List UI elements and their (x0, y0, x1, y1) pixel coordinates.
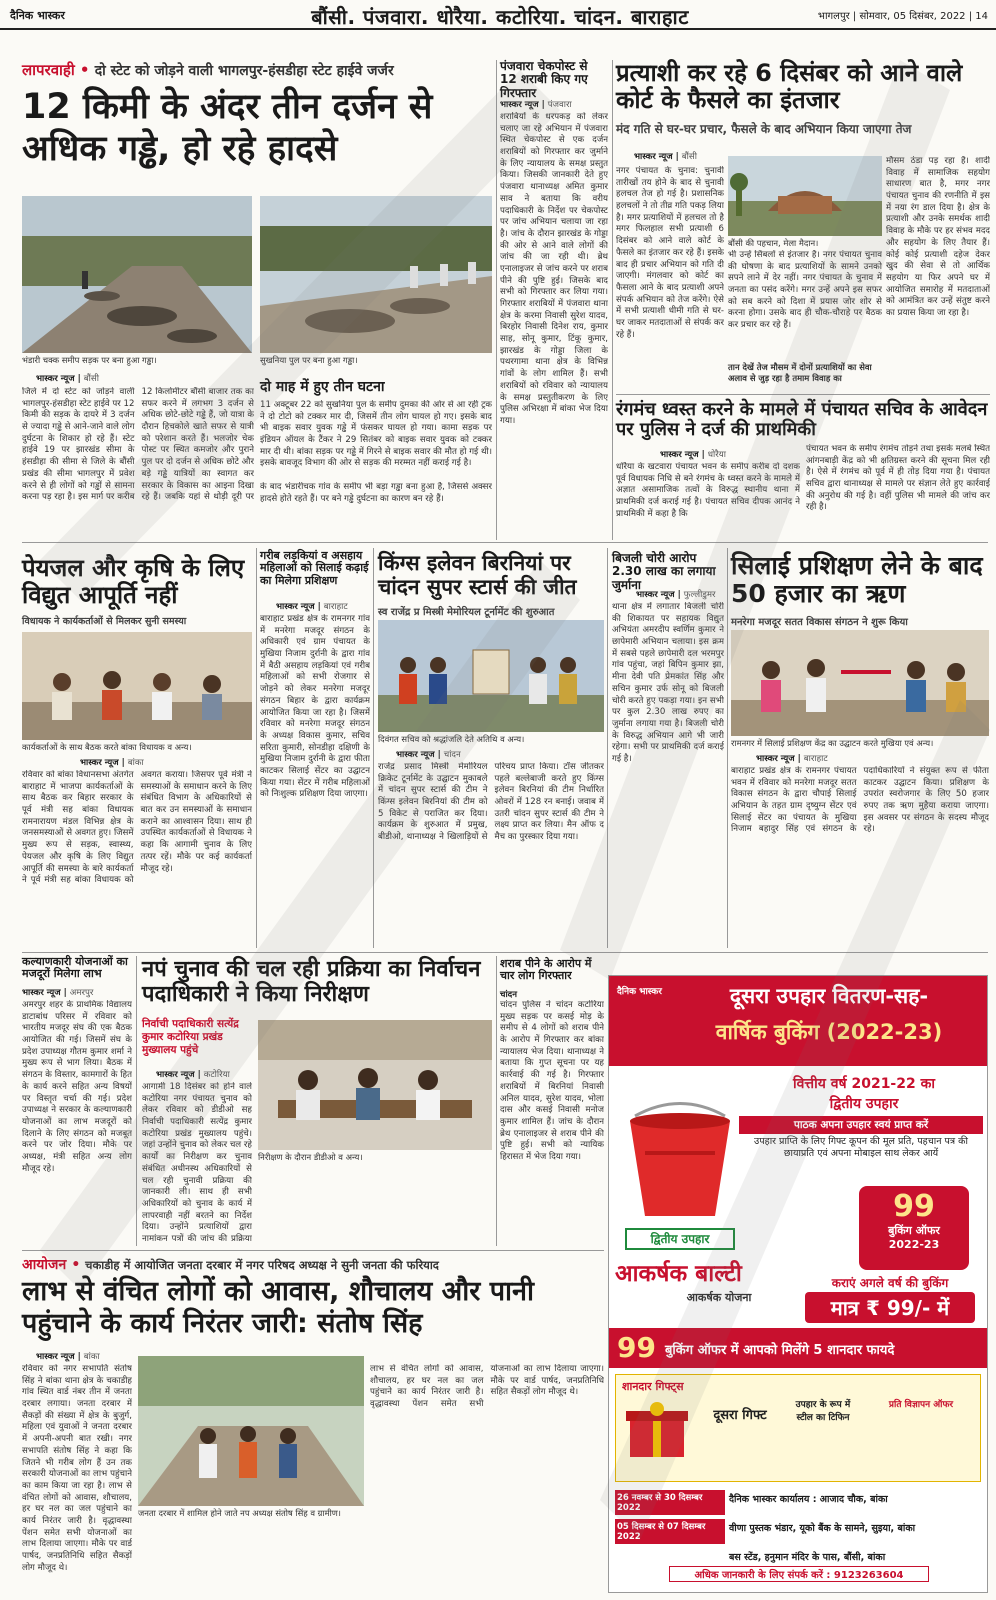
story5-body: रविवार को बांका विधानसभा अंतर्गत बाराहाट में भाजपा कार्यकर्ताओं के साथ बैठक कर बिहार सरकार के पूर्व मंत्री सह बांका विधायक रामनारायण मंडल विभिन्न क्षेत्र के जनसमस्याओं से अवगत हुए। जिसमें मुख्य रूप से सड़क, स्वास्थ्य, पेयजल और कृषि के लिए विद्युत आपूर्ति की समस्या के बारे कार्यकर्ता ने पूर्व मंत्री सह बांका विधायक को अवगत कराया। जिसपर पूर्व मंत्री ने समस्याओं के समाधान करने के लिए संबंधित विभाग के अधिकारियों से बात कर उन समस्याओं के समाधान कराने का आश्वासन दिया। साथ ही उपस्थित कार्यकर्ताओं से विधायक ने कहा कि आगामी चुनाव के लिए तत्पर रहें। मौके पर कई कार्यकर्ता मौजूद रहे। (22, 770, 252, 886)
story11-caption: निरीक्षण के दौरान डीडीओ व अन्य। (258, 1152, 363, 1162)
story8-headline: बिजली चोरी आरोप 2.30 लाख का लगाया जुर्माना (612, 551, 716, 592)
story11-subheadline: निर्वाची पदाधिकारी सत्येंद्र कुमार कटोरिया प्रखंड मुख्यालय पहुंचे (142, 1018, 239, 1057)
story10-body: अमरपुर शहर के प्राथमिक विद्यालय डाटाबांध परिसर में रविवार को भारतीय मजदूर संघ की एक बैठक आयोजित की गई। जिसमें संघ के प्रदेश उपाध्यक्ष गौतम कुमार शर्मा ने मुख्य रूप से भाग लिया। बैठक में संगठन के विस्तार, कामगारों के हित के कार्य करने सहित अन्य विषयों पर विस्तृत चर्चा की गई। प्रदेश उपाध्यक्ष ने सरकार के कल्याणकारी योजनाओं का लाभ मजदूरों को दिलाने के लिए संगठन को मजबूत करने पर जोर दिया। मौके पर अध्यक्ष, मंत्री सहित अन्य लोग मौजूद रहे। (22, 1000, 132, 1174)
ad-place-3: बस स्टेंड, हनुमान मंदिर के पास, बौंसी, बांका (729, 1552, 886, 1563)
story13-headline: लाभ से वंचित लोगों को आवास, शौचालय और पानी पहुंचाने के कार्य निरंतर जारी: संतोष सिंह (22, 1276, 535, 1339)
story13-byline: भास्कर न्यूज | बांका (36, 1352, 100, 1362)
story11-body: आगामी 18 दिसंबर को होने वाले कटोरिया नगर पंचायत चुनाव को लेकर रविवार को डीडीओ सह निर्वाची पदाधिकारी सत्येंद्र कुमार कटोरिया प्रखंड मुख्यालय पहुंचे। जहां उन्होंने चुनाव को लेकर चल रहे कार्यों का निरीक्षण कर चुनाव संबंधित अधीनस्थ अधिकारियों से चल रही चुनावी प्रक्रिया की जानकारी ली। साथ ही सभी अधिकारियों को चुनाव के कार्य में लापरवाही नहीं बरतने का निर्देश दिया। उन्होंने प्रत्याशियों द्वारा नामांकन पत्रों की जांच की प्रक्रिया (142, 1082, 252, 1244)
story1-caption-2: सुखनिया पुल पर बना हुआ गड्ढा। (260, 355, 358, 365)
story12-headline: शराब पीने के आरोप में चार लोग गिरफ्तार (500, 957, 592, 983)
story3-caption-2: तान देखें तेज मौसम में दोनों प्रत्याशियों का सेवा अलाव से जुड़ रहा है तमाम विवाह का (728, 362, 872, 383)
story9-body: बाराहाट प्रखंड क्षेत्र के रामनगर पंचायत भवन में रविवार को मनरेगा मजदूर सतत विकास संगठन के द्वारा चौपाई सिलाई अभियान के तहत ग्राम दृष्युग्न सेंटर एवं सिलाई सेंटर का पंचायत के मुखिया निजाम बहादुर सिंह एवं संगठन के पदाधिकारियों ने संयुक्त रूप से फीता काटकर उद्घाटन किया। प्रशिक्षण के उपरांत स्वरोजगार के लिए 50 हजार रुपए तक ऋण मुहैया कराया जाएगा। इस अवसर पर संगठन के सदस्य मौजूद रहे। (731, 766, 989, 835)
story6-headline: गरीब लड़कियां व असहाय महिलाओं को सिलाई कढ़ाई का मिलेगा प्रशिक्षण (260, 549, 369, 587)
story5-caption: कार्यकर्ताओं के साथ बैठक करते बांका विधायक व अन्य। (22, 742, 192, 752)
story13-body-1: रविवार को नगर सभापति संतोष सिंह ने बांका थाना क्षेत्र के चकाडीह गांव स्थित वार्ड नंबर तीन में जनता दरबार लगाया। जनता दरबार में सैकड़ों की संख्या में क्षेत्र के बुजुर्ग, महिला एवं युवाओं ने जनता दरबार में अपनी-अपनी बात रखी। नगर सभापति संतोष सिंह ने कहा कि जितने भी गरीब लोग हैं उन तक सरकारी योजनाओं का लाभ पहुंचाने का काम किया जा रहा है। लाभ से वंचित लोगों को आवास, शौचालय, हर घर नल का जल पहुंचाने का कार्य निरंतर जारी है। वृद्धावस्था पेंशन समेत सभी योजनाओं का लाभ दिलाया जाएगा। मौके पर वार्ड पार्षद, जनप्रतिनिधि सहित सैकड़ों लोग मौजूद थे। (22, 1364, 132, 1573)
badge-number: 99 (893, 1189, 935, 1224)
story7-body: राजेंद्र प्रसाद मिस्त्री मेमोरियल क्रिकेट टूर्नामेंट के उद्घाटन मुकाबले में चांदन सुपर स्टार्स की टीम ने किंग्स इलेवन बिरनियां की टीम को 5 विकेट से पराजित कर दिया। कार्यक्रम के शुरुआत में प्रमुख, बीडीओ, थानाध्यक्ष ने खिलाड़ियों से परिचय प्राप्त किया। टॉस जीतकर पहले बल्लेबाजी करते हुए किंग्स इलेवन बिरनियां की टीम निर्धारित ओवरों में 128 रन बनाई। जवाब में उतरी चांदन सुपर स्टार्स की टीम ने लक्ष्य प्राप्त कर लिया। मैन ऑफ द मैच का पुरस्कार दिया गया। (378, 762, 604, 843)
ad-price: मात्र ₹ 99/- में (805, 1292, 975, 1323)
story8-body: थाना क्षेत्र में लगातार बिजली चोरी की शिकायत पर सहायक विद्युत अभियंता अमरदीप स्वर्णिम कुमार ने छापेमारी अभियान चलाया। इस क्रम में सबसे पहले छापेमारी दल भरमपुर गांव पहुंचा, जहां बिपिन कुमार झा, मीना देवी पति प्रेमकांत सिंह और सचिन कुमार उर्फ सोनू को बिजली चोरी करते हुए पकड़ा गया। इन सभी पर कुल 2.30 लाख रुपए का जुर्माना लगाया गया है। बिजली चोरी के विरुद्ध अभियान आगे भी जारी रहेगा। सभी पर प्राथमिकी दर्ज कराई गई है। (612, 602, 724, 764)
ad-year-line: वित्तीय वर्ष 2021-22 का (793, 1076, 935, 1092)
story12-byline: चांदन (500, 990, 518, 1000)
story1-photo-1 (22, 196, 252, 353)
story1-sub-body: 11 अक्टूबर 22 को सुखनिया पुल के समीप दुमका की ओर से आ रही ट्रक ने दो टोटो को टक्कर मार दी, जिसमें तीन लोग घायल हो गए। इसके बाद भी बाइक सवार युवक गड्ढे में फंसकर घायल हो गया। कामा सड़क पर इंडियन ऑयल के टैंकर ने 29 सितंबर को बाइक सवार युवक को टक्कर मार दी थी। बांका सड़क पर गड्ढे में गिरने से बाइक सवार की मौत हो गई थी। इसके बावजूद विभाग की ओर से सड़क की मरम्मत नहीं कराई गई है। (260, 400, 492, 469)
gift-3: उपहार के रूप में स्टील का टिफिन (795, 1400, 851, 1423)
story1-subheadline: दो माह में हुए तीन घटना (260, 379, 385, 395)
gift-2: दूसरा गिफ्ट (713, 1408, 767, 1423)
story1-kicker: लापरवाही (22, 61, 75, 79)
story1-strapline: दो स्टेट को जोड़ने वाली भागलपुर-हंसडीहा स्टेट हाईवे जर्जर (94, 63, 394, 79)
story3-subheadline: मंद गति से घर-घर प्रचार, फैसले के बाद अभियान किया जाएगा तेज (616, 122, 912, 136)
offer-number: 99 (617, 1331, 656, 1364)
bucket-icon (615, 1096, 745, 1226)
story1-headline: 12 किमी के अंदर तीन दर्जन से अधिक गड्ढे, हो रहे हादसे (22, 87, 433, 169)
edition-places: बौंसी. पंजवारा. धोरैया. कटोरिया. चांदन. बाराहाट (311, 5, 689, 29)
ad-collect: पाठक अपना उपहार स्वयं प्राप्त करें (739, 1116, 983, 1134)
gifts-title: शानदार गिफ्ट्स (622, 1380, 684, 1393)
story13-strapline: चकाडीह में आयोजित जनता दरबार में नगर परिषद अध्यक्ष ने सुनी जनता की फरियाद (85, 1258, 439, 1272)
story9-headline: सिलाई प्रशिक्षण लेने के बाद 50 हजार का ऋण (731, 551, 983, 608)
ad-date-1: 26 नवम्बर से 30 दिसम्बर 2022 (615, 1490, 725, 1515)
ad-title-2: वार्षिक बुकिंग (2022-23) (715, 1020, 943, 1044)
story5-byline: भास्कर न्यूज | बांका (80, 758, 144, 768)
ad-place-1: दैनिक भास्कर कार्यालय : आजाद चौक, बांका (729, 1494, 888, 1505)
story4-headline: रंगमंच ध्वस्त करने के मामले में पंचायत सचिव के आवेदन पर पुलिस ने दर्ज की प्राथमिकी (616, 399, 988, 441)
story12-body: चांदन पुलिस ने चांदन कटोरिया मुख्य सड़क पर कसई मोड़ के समीप से 4 लोगों को शराब पीने के आरोप में गिरफ्तार कर बांका न्यायालय भेज दिया। थानाध्यक्ष ने बताया कि गुप्त सूचना पर यह कार्रवाई की गई है। गिरफ्तार शराबियों में बिरनियां निवासी अनिल यादव, सुरेश यादव, भोला दास और कसई निवासी मनोज कुमार शामिल हैं। जांच के दौरान ब्रेथ एनालाइजर से शराब पीने की पुष्टि हुई। सभी को न्यायिक हिरासत में भेज दिया गया। (500, 1000, 604, 1162)
story13-photo (138, 1356, 364, 1506)
story13-kicker: आयोजन (22, 1257, 67, 1273)
story1-tail: के बाद भंडारीचक गांव के समीप भी बड़ा गड्ढा बना हुआ है, जिससे अक्सर हादसे होते रहते हैं। पर बने गड्ढे दुर्घटना का कारण बन रहे हैं। (260, 482, 492, 504)
story1-byline: भास्कर न्यूज | बौंसी (36, 374, 99, 384)
story8-byline: भास्कर न्यूज | फुल्लीडुमर (636, 590, 716, 600)
brand-logo: दैनिक भास्कर (10, 9, 65, 22)
story11-byline: भास्कर न्यूज | कटोरिया (156, 1070, 230, 1080)
ad-place-2: वीणा पुस्तक भंडार, यूको बैंक के सामने, सुइया, बांका (729, 1523, 916, 1534)
ad-instructions: उपहार प्राप्ति के लिए गिफ्ट कूपन की मूल प्रति, पहचान पत्र की छायाप्रति एवं अपना मोबाइल साथ लेकर आयें (754, 1136, 968, 1160)
story9-subheadline: मनरेगा मजदूर सतत विकास संगठन ने शुरू किया (731, 617, 908, 628)
gift-box-icon (622, 1399, 692, 1459)
ad-contact[interactable]: अधिक जानकारी के लिए संपर्क करें : 9123263604 (669, 1566, 929, 1582)
ad-gift-line: द्वितीय उपहार (829, 1096, 899, 1112)
story3-headline: प्रत्याशी कर रहे 6 दिसंबर को आने वाले कोर्ट के फैसले का इंतजार (616, 59, 963, 114)
ad-book-line: कराएं अगले वर्ष की बुकिंग (831, 1276, 949, 1290)
ad-header (609, 976, 987, 1066)
story5-headline: पेयजल और कृषि के लिए विद्युत आपूर्ति नहीं (22, 554, 245, 609)
badge-text: बुकिंग ऑफर (888, 1224, 940, 1237)
story13-caption: जनता दरबार में शामिल होने जाते नप अध्यक्ष संतोष सिंह व ग्रामीण। (138, 1508, 341, 1518)
gift-4: प्रति विज्ञापन ऑफर (888, 1400, 954, 1410)
story7-subheadline: स्व राजेंद्र प्र मिस्त्री मेमोरियल टूर्नामेंट की शुरुआत (378, 607, 555, 618)
story2-headline: पंजवारा चेकपोस्ट से 12 शराबी किए गए गिरफ्तार (500, 59, 588, 100)
ad-bucket-title: आकर्षक बाल्टी (615, 1261, 742, 1287)
story4-byline: भास्कर न्यूज | धोरैया (660, 450, 726, 460)
story4-body-right: पंचायत भवन के समीप रंगमंच तोड़ने तथा इसके मलबे स्थित आंगनबाड़ी केंद्र को भी क्षतिग्रस्त करने की सूचना मिल रही है। ऐसे में रंगमंच को पूर्व में ही तोड़ दिया गया है। पंचायत सचिव द्वारा थानाध्यक्ष से मामले पर संज्ञान लेते हुए कार्रवाई की अनुरोध की गई है। वहीं पुलिस भी मामले की जांच कर रही है। (806, 444, 990, 513)
ad-offer-strip (609, 1328, 987, 1368)
ad-gift-label: द्वितीय उपहार (625, 1228, 735, 1250)
story13-strap: आयोजन • चकाडीह में आयोजित जनता दरबार में नगर परिषद अध्यक्ष ने सुनी जनता की फरियाद (22, 1257, 439, 1273)
story10-headline: कल्याणकारी योजनाओं का मजदूरों मिलेगा लाभ (22, 955, 128, 981)
story3-body-mid: भी उन्हें सिंबलों से इंतजार है। नगर पंचायत चुनाव की घोषणा के बाद प्रत्याशियों के सामने उनको सपने लाने में देर नहीं। नगर पंचायत के चुनाव में जनता का पसंद करेंगे। मगर उन्हें अपने इस सफर को सब करने को दिशा में प्रयास जोर शोर से करना होगा। उसके बाद ही चौक-चौराहे पर बैठक कर प्रचार कर रहे हैं। (728, 250, 882, 331)
ad-title-1: दूसरा उपहार वितरण-सह- (729, 984, 929, 1008)
ad-gifts-row (615, 1374, 981, 1482)
story11-headline: नपं चुनाव की चल रही प्रक्रिया का निर्वाचन पदाधिकारी ने किया निरीक्षण (142, 957, 481, 1007)
offer-text: बुकिंग ऑफर में आपको मिलेंगे 5 शानदार फायदे (665, 1343, 895, 1358)
story3-body-right: मौसम ठंडा पड़ रहा है। शादी विवाह में सामाजिक सहयोग साधारण बात है, मगर नगर पंचायत चुनाव की रणनीति में इस में नया रंग डाल दिया है। क्षेत्र के प्रत्याशी और उनके समर्थक शादी विवाह के मौके पर हर संभव मदद और सहयोग के लिए तैयार हैं। कोई कोई प्रत्याशी दहेज देकर खुद की सेवा से तो आर्थिक सहयोग या फिर अपने घर में आयोजित समारोह में मतदाताओं को आमंत्रित कर उन्हें संतुष्ट करने का प्रयास किया जा रहा है। (886, 156, 990, 318)
story13-body-2: लाभ से वंचित लोगों को आवास, शौचालय, हर घर नल का जल पहुंचाने का कार्य निरंतर जारी है। वृद्धावस्था पेंशन समेत सभी योजनाओं का लाभ दिलाया जाएगा। मौके पर वार्ड पार्षद, जनप्रतिनिधि सहित सैकड़ों लोग मौजूद थे। (370, 1364, 604, 1410)
story2-body: शराबियों के धरपकड़ को लेकर चलाए जा रहे अभियान में पंजवारा स्थित चेकपोस्ट से एक दर्जन शराबियों को गिरफ्तार कर जुर्माने के लिए न्यायालय के समक्ष प्रस्तुत किया। जिसकी जानकारी देते हुए पंजवारा थानाध्यक्ष अमित कुमार साव ने बताया कि वरीय पदाधिकारी के निर्देश पर चेकपोस्ट पर जांच अभियान चलाया जा रहा है। जांच के दौरान झारखंड के गोड्डा की ओर से आने वाले लोगों की जांच की जा रही थी। ब्रेथ एनालाइजर से जांच करने पर शराब पीने की पुष्टि हुई। जिसके बाद सभी को गिरफ्तार कर लिया गया। गिरफ्तार शराबियों में पंजवारा थाना क्षेत्र के करमा निवासी सुरेश यादव, बिरहोर निवासी दिनेश राय, कुमार साह, सोनू कुमार, टिंकू कुमार, झारखंड के गोड्डा जिला के पथरगामा थाना क्षेत्र के विभिन्न गांवों के लोग शामिल हैं। सभी शराबियों को रविवार को न्यायालय के समक्ष प्रस्तुतीकरण के लिए पुलिस अभिरक्षा में बांका भेज दिया गया। (500, 112, 608, 426)
story1-body: जिले में दो स्टेट को जोड़ने वाली भागलपुर-हंसडीहा स्टेट हाईवे पर 12 किमी की सड़क के दायरे में 3 दर्जन से ज्यादा गड्ढे से आने-जाने वाले लोग दुर्घटना के शिकार हो रहे हैं। स्टेट हाईवे 19 पर झारखंड सीमा के हंसडीहा की सीमा से जिले के बौंसी प्रखंड की सीमा भागलपुर में प्रवेश करने से ही लोगों को गड्ढों से सामना करना पड़ रहा है। इस मार्ग पर करीब 12 किलोमीटर बौंसी बाजार तक का सफर करने में लगभग 3 दर्जन से अधिक छोटे-छोटे गड्ढे हैं, जो यात्रा के दौरान हिचकोले खाते सफर से यात्री को परेशान करते हैं। भलजोर चेक पोस्ट पर स्थित कमजोर और पुराने पुल पर दो दर्जन से अधिक छोटे और बड़े गड्ढे यात्रियों का स्वागत कर सरकार के विकास का आइना दिखा रहे हैं। जबकि यहां से थोड़ी दूरी पर (22, 387, 254, 503)
booking-offer-badge (859, 1186, 969, 1270)
story5-subheadline: विधायक ने कार्यकर्ताओं से मिलकर सुनी समस्या (22, 616, 187, 627)
ad-date-2: 05 दिसम्बर से 07 दिसम्बर 2022 (615, 1519, 725, 1544)
story5-photo (22, 632, 252, 740)
badge-year: 2022-23 (888, 1238, 940, 1251)
story3-body-left: नगर पंचायत के चुनाव: चुनावी तारीखों तय होने के बाद से चुनावी हलचल तेज हो गई है। प्रशासनिक हलचलों ने तो तीव्र गति पकड़ लिया है। मगर प्रत्याशियों में हलचल तो है मगर फिलहाल सभी प्रत्याशी 6 दिसंबर को आने वाले कोर्ट के फैसले का इंतजार कर रहे हैं। इसके बाद ही प्रचार अभियान को गति दी जाएगी। मंगलवार को कोर्ट का फैसला आने के बाद प्रत्याशी अपने संपर्क अभियान को तेज करेंगे। ऐसे में सभी प्रत्याशी धीमी गति से घर-घर जाकर मतदाताओं से संपर्क कर रहे हैं। (616, 166, 724, 340)
story7-byline: भास्कर न्यूज | चांदन (396, 750, 461, 760)
story11-photo (258, 1020, 492, 1150)
story1-caption-1: भंडारी चक्क समीप सड़क पर बना हुआ गड्ढा। (22, 355, 157, 365)
date-page-meta: भागलपुर | सोमवार, 05 दिसंबर, 2022 | 14 (817, 11, 988, 22)
story6-byline: भास्कर न्यूज | बाराहाट (276, 602, 348, 612)
ad-brand: दैनिक भास्कर (617, 987, 662, 997)
story9-byline: भास्कर न्यूज | बाराहाट (756, 754, 828, 764)
story1-strap: लापरवाही • दो स्टेट को जोड़ने वाली भागलपुर-हंसडीहा स्टेट हाईवे जर्जर (22, 61, 394, 79)
story6-body: बाराहाट प्रखंड क्षेत्र के रामनगर गांव में मनरेगा मजदूर संगठन के अधिकारी एवं ग्राम पंचायत के मुखिया निजाम दुर्रानी के द्वारा गांव में बैठी असहाय लड़कियां एवं गरीब महिलाओं को सभी रोजगार से जोड़ने को लेकर मनरेगा मजदूर संगठन बिहार के द्वारा कार्यक्रम आयोजित किया जा रहा है। जिसमें रविवार को मनरेगा मजदूर संगठन के अध्यक्ष विकास कुमार, सचिव सरिता कुमारी, सोनडीहा दक्षिणी के मुखिया निजाम दुर्रानी के द्वारा फीता काटकर सिलाई सेंटर का उद्घाटन किया गया। सेंटर में गरीब महिलाओं को निःशुल्क प्रशिक्षण दिया जाएगा। (260, 614, 370, 800)
story7-photo (378, 620, 604, 732)
story3-photo (728, 156, 882, 236)
masthead (0, 0, 996, 30)
story7-caption: दिवंगत सचिव को श्रद्धांजलि देते अतिथि व अन्य। (378, 734, 525, 744)
story3-caption: बौंसी की पहचान, मेला मैदान। (728, 238, 819, 248)
story1-photo-2 (260, 196, 492, 353)
story10-byline: भास्कर न्यूज | अमरपुर (22, 988, 94, 998)
story9-caption: रामनगर में सिलाई प्रशिक्षण केंद्र का उद्घाटन करते मुखिया एवं अन्य। (731, 738, 934, 748)
story9-photo (731, 630, 989, 736)
story2-byline: भास्कर न्यूज | पंजवारा (500, 100, 572, 110)
ad-locations (615, 1490, 981, 1565)
story7-headline: किंग्स इलेवन बिरनियां पर चांदन सुपर स्टार्स की जीत (378, 551, 577, 599)
booking-advertisement[interactable] (608, 975, 988, 1593)
story4-body-left: धोरैया के खटवारा पंचायत भवन के समीप करीब दो दशक पूर्व विधायक निधि से बने रंगमंच के ध्वस्त करने के मामले में अज्ञात असामाजिक तत्वों के विरुद्ध स्थानीय थाना में प्राथमिकी दर्ज कराई गई है। पंचायत सचिव दीपक आनंद ने प्राथमिकी में कहा है कि (616, 462, 800, 519)
story3-byline: भास्कर न्यूज | बौंसी (634, 152, 697, 162)
ad-scheme: आकर्षक योजना (686, 1291, 752, 1304)
